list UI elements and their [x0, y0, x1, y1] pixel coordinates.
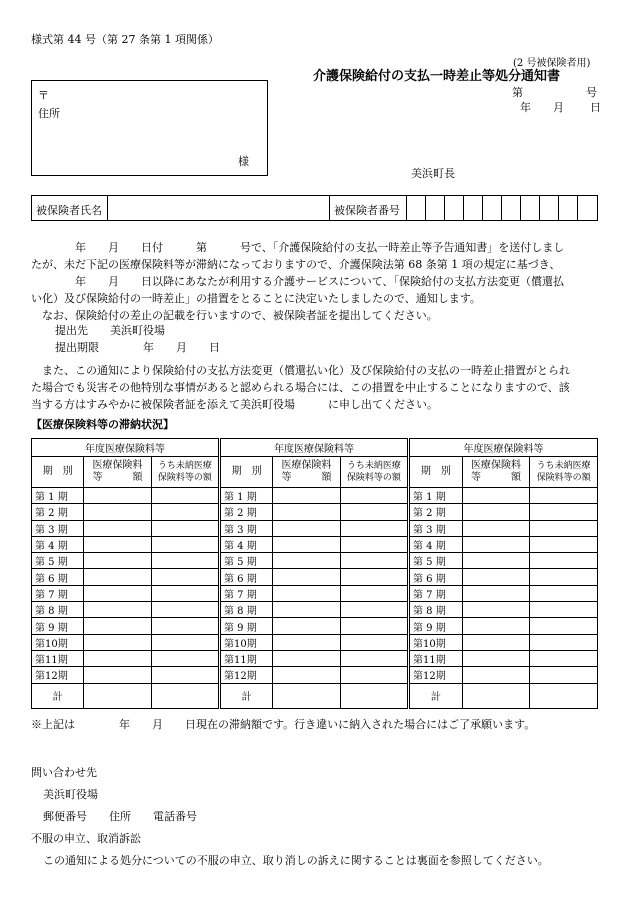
- period-label: 第 4 期: [32, 536, 84, 552]
- address-box: [31, 80, 268, 176]
- period-label: 第10期: [410, 634, 463, 650]
- postal-mark: 〒: [38, 89, 49, 102]
- insured-type: (2 号被保険者用): [513, 58, 591, 69]
- table-row: [410, 667, 598, 683]
- amount-cell[interactable]: [84, 520, 151, 536]
- unpaid-cell[interactable]: [151, 602, 218, 618]
- table-row: [32, 667, 219, 683]
- total-amount-cell[interactable]: [462, 683, 530, 708]
- unpaid-cell[interactable]: [340, 585, 407, 601]
- table-row: [410, 650, 598, 666]
- unpaid-cell[interactable]: [340, 536, 407, 552]
- unpaid-cell[interactable]: [530, 569, 598, 585]
- period-label: 第 7 期: [221, 585, 273, 601]
- year-header: 年度医療保険料等: [221, 439, 408, 457]
- body-line: また、この通知により保険給付の支払方法変更（償還払い化）及び保険給付の支払の一時差止措置がとられ: [31, 364, 570, 377]
- year-header: 年度医療保険料等: [410, 439, 598, 457]
- body-paragraph-3: [31, 362, 601, 413]
- period-label: 第12期: [32, 667, 84, 683]
- table-row: [410, 634, 598, 650]
- honorific: 様: [238, 155, 249, 168]
- amount-cell[interactable]: [462, 488, 530, 504]
- unpaid-cell[interactable]: [530, 634, 598, 650]
- period-label: 第 1 期: [32, 488, 84, 504]
- period-label: 第 5 期: [32, 553, 84, 569]
- table-row: [32, 553, 219, 569]
- period-label: 第 6 期: [410, 569, 463, 585]
- unpaid-cell[interactable]: [340, 569, 407, 585]
- insured-number-label: 被保険者番号: [334, 204, 400, 217]
- unpaid-cell[interactable]: [151, 667, 218, 683]
- body-line: た場合でも災害その他特別な事情があると認められる場合には、この措置を中止することになりますので、該: [31, 381, 570, 394]
- unpaid-cell[interactable]: [151, 520, 218, 536]
- period-label: 第 1 期: [410, 488, 463, 504]
- amount-cell[interactable]: [84, 569, 151, 585]
- table-row: [221, 667, 408, 683]
- deadline: 提出期限 年 月 日: [55, 341, 220, 354]
- issuer: 美浜町長: [411, 167, 455, 180]
- unpaid-cell[interactable]: [151, 536, 218, 552]
- unpaid-cell[interactable]: [340, 520, 407, 536]
- table-row: [32, 569, 219, 585]
- amount-cell[interactable]: [84, 553, 151, 569]
- amount-cell[interactable]: [273, 536, 340, 552]
- unpaid-cell[interactable]: [340, 667, 407, 683]
- amount-cell[interactable]: [462, 585, 530, 601]
- arrears-table-2: [220, 438, 408, 709]
- table-row: [32, 618, 219, 634]
- unpaid-cell[interactable]: [151, 553, 218, 569]
- period-label: 第 8 期: [410, 602, 463, 618]
- divider: [329, 196, 330, 220]
- period-label: 第 2 期: [32, 504, 84, 520]
- amount-cell[interactable]: [273, 520, 340, 536]
- doc-number-suffix: 号: [586, 86, 597, 99]
- unpaid-cell[interactable]: [530, 667, 598, 683]
- amount-cell[interactable]: [273, 488, 340, 504]
- period-label: 第 6 期: [221, 569, 273, 585]
- amount-cell[interactable]: [273, 504, 340, 520]
- period-label: 第 2 期: [410, 504, 463, 520]
- period-label: 第 5 期: [410, 553, 463, 569]
- submit-to: 提出先 美浜町役場: [55, 324, 165, 337]
- table-row: [221, 618, 408, 634]
- amount-cell[interactable]: [462, 667, 530, 683]
- col-period: 期 別: [410, 457, 463, 488]
- amount-cell[interactable]: [462, 618, 530, 634]
- total-label: 計: [410, 683, 463, 708]
- date-day: 日: [590, 101, 601, 114]
- unpaid-cell[interactable]: [340, 634, 407, 650]
- unpaid-cell[interactable]: [530, 602, 598, 618]
- total-unpaid-cell[interactable]: [151, 683, 218, 708]
- amount-cell[interactable]: [462, 634, 530, 650]
- table-row: [32, 634, 219, 650]
- year-header: 年度医療保険料等: [32, 439, 219, 457]
- period-label: 第12期: [410, 667, 463, 683]
- table-row: [221, 553, 408, 569]
- table-section-title: 【医療保険料等の滞納状況】: [31, 418, 174, 431]
- unpaid-cell[interactable]: [151, 634, 218, 650]
- table-row: [221, 520, 408, 536]
- body-line: 年 月 日付 第 号で、「介護保険給付の支払一時差止等予告通知書」を送付しまし: [31, 241, 565, 254]
- amount-cell[interactable]: [273, 634, 340, 650]
- table-row: [221, 504, 408, 520]
- period-label: 第 4 期: [221, 536, 273, 552]
- amount-cell[interactable]: [84, 667, 151, 683]
- table-row: [221, 569, 408, 585]
- total-unpaid-cell[interactable]: [530, 683, 598, 708]
- date-year: 年: [520, 101, 531, 114]
- col-unpaid: うち未納医療 保険料等の額: [530, 457, 598, 488]
- amount-cell[interactable]: [273, 650, 340, 666]
- contact-details: 郵便番号 住所 電話番号: [43, 810, 197, 823]
- form-code: 様式第 44 号（第 27 条第 1 項関係）: [31, 33, 219, 46]
- period-label: 第11期: [410, 650, 463, 666]
- amount-cell[interactable]: [84, 504, 151, 520]
- appeal-heading: 不服の申立、取消訴訟: [31, 832, 141, 845]
- body-line: い化）及び保険給付の一時差止」の措置をとることに決定いたしましたので、通知します。: [31, 292, 481, 305]
- body-line: なお、保険給付の差止の記載を行いますので、被保険者証を提出してください。: [31, 309, 438, 322]
- unpaid-cell[interactable]: [530, 520, 598, 536]
- unpaid-cell[interactable]: [151, 488, 218, 504]
- period-label: 第10期: [221, 634, 273, 650]
- period-label: 第 9 期: [32, 618, 84, 634]
- unpaid-cell[interactable]: [340, 553, 407, 569]
- period-label: 第11期: [221, 650, 273, 666]
- unpaid-cell[interactable]: [151, 585, 218, 601]
- unpaid-cell[interactable]: [151, 569, 218, 585]
- table-row: [221, 602, 408, 618]
- unpaid-cell[interactable]: [151, 650, 218, 666]
- period-label: 第 8 期: [221, 602, 273, 618]
- amount-cell[interactable]: [462, 504, 530, 520]
- total-amount-cell[interactable]: [84, 683, 151, 708]
- amount-cell[interactable]: [273, 553, 340, 569]
- amount-cell[interactable]: [462, 650, 530, 666]
- table-row: [221, 488, 408, 504]
- table-row: [32, 602, 219, 618]
- body-line: 当する方はすみやかに被保険者証を添えて美浜町役場 に申し出てください。: [31, 398, 438, 411]
- unpaid-cell[interactable]: [151, 618, 218, 634]
- table-row: [410, 618, 598, 634]
- col-period: 期 別: [32, 457, 84, 488]
- col-amount: 医療保険料 等 額: [462, 457, 530, 488]
- table-row: [410, 585, 598, 601]
- unpaid-cell[interactable]: [340, 488, 407, 504]
- body-line: たが、未だ下記の医療保険料等が滞納になっておりますので、介護保険法第 68 条第 1 項の規定に基づき、: [31, 258, 561, 271]
- divider: [107, 196, 108, 220]
- unpaid-cell[interactable]: [340, 618, 407, 634]
- unpaid-cell[interactable]: [530, 650, 598, 666]
- page-title: 介護保険給付の支払一時差止等処分通知書: [313, 69, 561, 84]
- contact-heading: 問い合わせ先: [31, 766, 97, 779]
- unpaid-cell[interactable]: [340, 650, 407, 666]
- appeal-text: この通知による処分についての不服の申立、取り消しの訴えに関することは裏面を参照してください。: [43, 854, 549, 867]
- amount-cell[interactable]: [273, 569, 340, 585]
- amount-cell[interactable]: [273, 602, 340, 618]
- total-amount-cell[interactable]: [273, 683, 340, 708]
- col-unpaid: うち未納医療 保険料等の額: [151, 457, 218, 488]
- unpaid-cell[interactable]: [530, 488, 598, 504]
- period-label: 第 6 期: [32, 569, 84, 585]
- period-label: 第 1 期: [221, 488, 273, 504]
- amount-cell[interactable]: [462, 536, 530, 552]
- amount-cell[interactable]: [462, 553, 530, 569]
- doc-number-prefix: 第: [512, 86, 523, 99]
- unpaid-cell[interactable]: [530, 504, 598, 520]
- table-row: [410, 553, 598, 569]
- period-label: 第 9 期: [410, 618, 463, 634]
- unpaid-cell[interactable]: [530, 618, 598, 634]
- period-label: 第 7 期: [410, 585, 463, 601]
- unpaid-cell[interactable]: [340, 602, 407, 618]
- total-row: [32, 683, 219, 708]
- period-label: 第10期: [32, 634, 84, 650]
- amount-cell[interactable]: [273, 667, 340, 683]
- insured-name-label: 被保険者氏名: [36, 204, 102, 217]
- table-row: [221, 650, 408, 666]
- table-row: [221, 585, 408, 601]
- table-row: [32, 585, 219, 601]
- table-row: [221, 536, 408, 552]
- total-row: [221, 683, 408, 708]
- arrears-table-3: [409, 438, 598, 709]
- col-unpaid: うち未納医療 保険料等の額: [340, 457, 407, 488]
- table-row: [410, 536, 598, 552]
- body-paragraph-1: [31, 239, 601, 324]
- unpaid-cell[interactable]: [530, 536, 598, 552]
- amount-cell[interactable]: [84, 618, 151, 634]
- table-row: [32, 536, 219, 552]
- amount-cell[interactable]: [273, 618, 340, 634]
- amount-cell[interactable]: [84, 488, 151, 504]
- total-row: [410, 683, 598, 708]
- unpaid-cell[interactable]: [530, 553, 598, 569]
- table-row: [32, 650, 219, 666]
- amount-cell[interactable]: [84, 650, 151, 666]
- amount-cell[interactable]: [462, 602, 530, 618]
- col-amount: 医療保険料 等 額: [273, 457, 340, 488]
- address-label: 住所: [38, 107, 60, 120]
- period-label: 第 2 期: [221, 504, 273, 520]
- unpaid-cell[interactable]: [530, 585, 598, 601]
- period-label: 第 3 期: [32, 520, 84, 536]
- table-row: [32, 520, 219, 536]
- amount-cell[interactable]: [84, 602, 151, 618]
- table-row: [410, 602, 598, 618]
- amount-cell[interactable]: [462, 520, 530, 536]
- table-row: [221, 634, 408, 650]
- unpaid-cell[interactable]: [151, 504, 218, 520]
- amount-cell[interactable]: [84, 585, 151, 601]
- amount-cell[interactable]: [84, 634, 151, 650]
- period-label: 第 7 期: [32, 585, 84, 601]
- table-row: [32, 504, 219, 520]
- date-month: 月: [553, 101, 564, 114]
- period-label: 第 9 期: [221, 618, 273, 634]
- amount-cell[interactable]: [462, 569, 530, 585]
- arrears-table-1: [31, 438, 219, 709]
- amount-cell[interactable]: [84, 536, 151, 552]
- amount-cell[interactable]: [273, 585, 340, 601]
- total-label: 計: [221, 683, 273, 708]
- table-row: [32, 488, 219, 504]
- period-label: 第 4 期: [410, 536, 463, 552]
- col-period: 期 別: [221, 457, 273, 488]
- table-row: [410, 504, 598, 520]
- period-label: 第 3 期: [221, 520, 273, 536]
- contact-office: 美浜町役場: [43, 788, 98, 801]
- table-row: [410, 520, 598, 536]
- period-label: 第 3 期: [410, 520, 463, 536]
- period-label: 第 8 期: [32, 602, 84, 618]
- total-label: 計: [32, 683, 84, 708]
- period-label: 第 5 期: [221, 553, 273, 569]
- table-row: [410, 488, 598, 504]
- total-unpaid-cell[interactable]: [340, 683, 407, 708]
- table-row: [410, 569, 598, 585]
- period-label: 第11期: [32, 650, 84, 666]
- col-amount: 医療保険料 等 額: [84, 457, 151, 488]
- note: ※上記は 年 月 日現在の滞納額です。行き違いに納入された場合にはご了承願います。: [31, 718, 536, 731]
- insured-id-row: [31, 195, 598, 221]
- unpaid-cell[interactable]: [340, 504, 407, 520]
- body-line: 年 月 日以降にあなたが利用する介護サービスについて、「保険給付の支払方法変更（償還払: [31, 275, 565, 288]
- period-label: 第12期: [221, 667, 273, 683]
